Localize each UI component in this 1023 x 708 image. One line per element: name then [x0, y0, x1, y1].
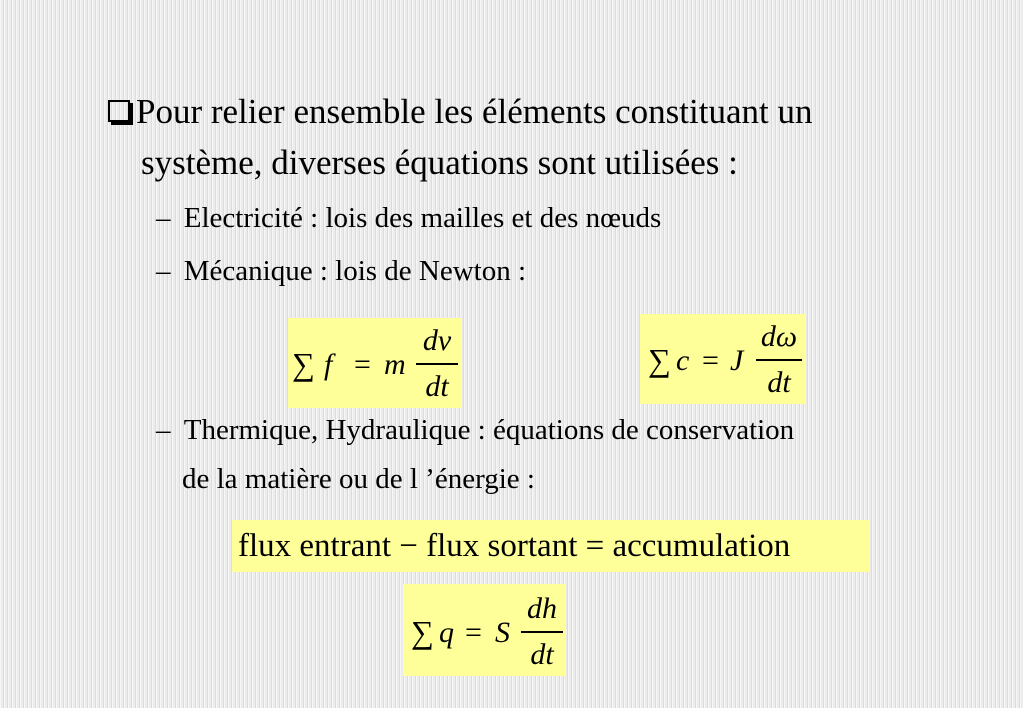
denominator: dt: [530, 638, 554, 671]
intro-line-2: système, diverses équations sont utilisées :: [141, 143, 738, 182]
intro-text-1: Pour relier ensemble les éléments constituant un: [136, 92, 813, 131]
equation-hydraulic: [403, 584, 566, 676]
equals-sign: =: [702, 344, 719, 377]
sum-symbol: ∑: [648, 342, 671, 378]
item-text: Thermique, Hydraulique : équations de conservation: [183, 414, 795, 446]
dash-marker: –: [156, 202, 171, 234]
sum-symbol: ∑: [292, 346, 315, 382]
item-text: Electricité : lois des mailles et des nœuds: [183, 202, 662, 234]
intro-line-1: [108, 94, 812, 129]
fraction: [521, 588, 563, 674]
fraction-bar: [756, 359, 802, 361]
dash-marker: –: [156, 414, 171, 446]
coefficient: m: [384, 348, 406, 381]
numerator: dh: [527, 592, 557, 625]
square-bullet-icon: [108, 100, 130, 122]
lhs-variable: f: [324, 348, 333, 381]
equals-sign: =: [465, 616, 482, 649]
fraction-bar: [521, 631, 563, 633]
equation-newton-translation: [288, 318, 462, 408]
equation-conservation: [232, 520, 870, 572]
lhs-variable: q: [439, 616, 454, 649]
denominator: dt: [425, 370, 449, 403]
coefficient: S: [495, 616, 510, 649]
item-text: Mécanique : lois de Newton :: [183, 255, 527, 287]
coefficient: J: [730, 344, 744, 377]
conservation-text: flux entrant − flux sortant = accumulation: [238, 528, 791, 564]
equation-newton-rotation: [640, 314, 806, 404]
fraction-bar: [416, 363, 458, 365]
sum-symbol: ∑: [411, 614, 434, 650]
equals-sign: =: [354, 348, 371, 381]
denominator: dt: [767, 366, 791, 399]
list-item-electricity: [156, 204, 661, 233]
dash-marker: –: [156, 255, 171, 287]
numerator: dω: [760, 320, 798, 353]
numerator: dv: [422, 324, 452, 357]
list-item-thermal: [156, 416, 794, 445]
fraction: [756, 316, 802, 402]
list-item-mechanics: [156, 257, 526, 286]
fraction: [416, 320, 458, 406]
lhs-variable: c: [676, 344, 690, 377]
list-item-thermal-continued: de la matière ou de l ’énergie :: [182, 463, 535, 495]
